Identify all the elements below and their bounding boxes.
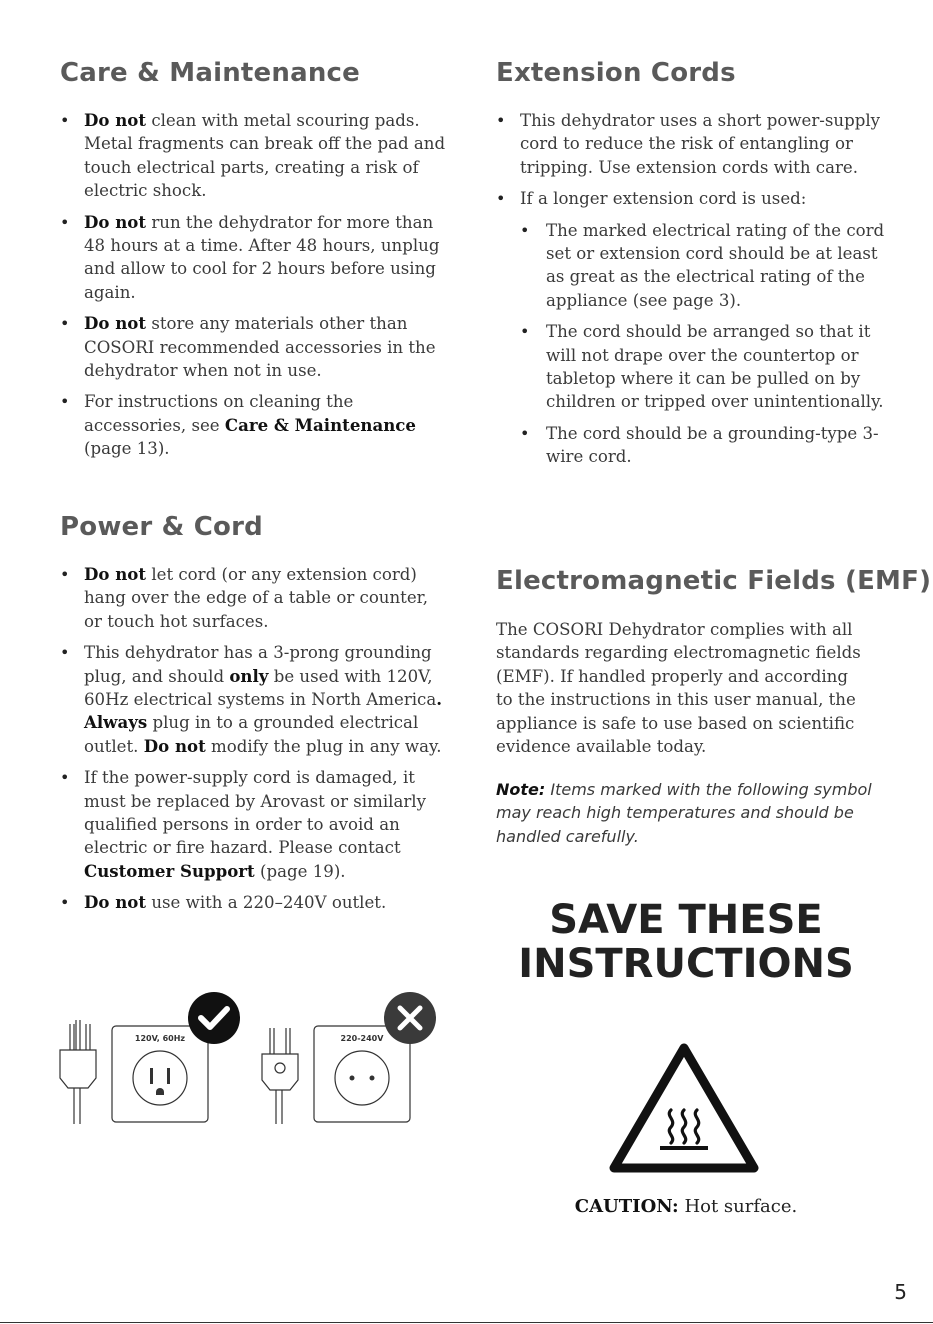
care-list xyxy=(60,109,450,469)
list-item: • Do not clean with metal scouring pads. Metal fragments can break off the pad and touch electrical parts, creating a risk of electric shock. xyxy=(60,109,450,203)
list-item: • Do not let cord (or any extension cord) hang over the edge of a table or counter, or touch hot surfaces. xyxy=(60,563,450,633)
extension-heading: Extension Cords xyxy=(496,58,736,88)
x-circle-icon xyxy=(384,992,436,1044)
list-item: • The cord should be arranged so that it will not drape over the countertop or tabletop where it can be pulled on by children or tripped over unintentionally. xyxy=(520,320,896,414)
list-item: • If a longer extension cord is used: • The marked electrical rating of the cord set or extension cord should be at least as great as the electrical rating of the appliance (see page 3). • The cord should be arranged so that it will not drape over the countertop or tabletop where it can be pulled on by children or tripped over unintentionally. • The cord should be a grounding-type 3-wire cord. xyxy=(496,187,896,468)
list-item: • The marked electrical rating of the cord set or extension cord should be at least as great as the electrical rating of the appliance (see page 3). xyxy=(520,219,896,313)
outlet-bad-label: 220-240V xyxy=(340,1034,384,1043)
bottom-rule xyxy=(0,1322,933,1323)
hot-surface-warning-icon xyxy=(608,1042,760,1174)
emf-body: The COSORI Dehydrator complies with all standards regarding electromagnetic fields (EMF). If handled properly and according to the instructions in this user manual, the appliance is safe to use based on scientific evidence available today. xyxy=(496,620,861,757)
care-heading: Care & Maintenance xyxy=(60,58,360,88)
caution-line: CAUTION: Hot surface. xyxy=(574,1196,798,1217)
list-item: • This dehydrator has a 3-prong grounding plug, and should only be used with 120V, 60Hz electrical systems in North America. Always plug in to a grounded electrical outlet. Do not modify the plug in any way. xyxy=(60,641,450,758)
extension-sub-list xyxy=(520,219,896,469)
list-item: • If the power-supply cord is damaged, it must be replaced by Arovast or similarly qualified persons in order to avoid an electric or fire hazard. Please contact Customer Support (page 19). xyxy=(60,766,450,883)
two-prong-plug-icon xyxy=(262,1028,298,1124)
list-item: • For instructions on cleaning the accessories, see Care & Maintenance (page 13). xyxy=(60,390,450,460)
list-item: • The cord should be a grounding-type 3-wire cord. xyxy=(520,422,896,469)
power-list xyxy=(60,563,450,923)
page-number: 5 xyxy=(894,1280,907,1304)
list-item: • Do not store any materials other than COSORI recommended accessories in the dehydrator when not in use. xyxy=(60,312,450,382)
list-item: • This dehydrator uses a short power-supply cord to reduce the risk of entangling or tripping. Use extension cords with care. xyxy=(496,109,896,179)
emf-heading: Electromagnetic Fields (EMF) xyxy=(496,566,932,596)
outlet-ok-label: 120V, 60Hz xyxy=(134,1034,186,1043)
check-circle-icon xyxy=(188,992,240,1044)
three-prong-plug-icon xyxy=(60,1020,96,1124)
emf-note: Note: Items marked with the following symbol may reach high temperatures and should be handled carefully. xyxy=(496,780,872,846)
list-item: • Do not run the dehydrator for more than 48 hours at a time. After 48 hours, unplug and allow to cool for 2 hours before using again. xyxy=(60,211,450,305)
plug-outlet-illustration xyxy=(56,988,446,1128)
power-heading: Power & Cord xyxy=(60,512,263,542)
save-instructions-title: SAVE THESE INSTRUCTIONS xyxy=(518,897,854,987)
extension-list xyxy=(496,109,896,477)
list-item: • Do not use with a 220–240V outlet. xyxy=(60,891,450,914)
